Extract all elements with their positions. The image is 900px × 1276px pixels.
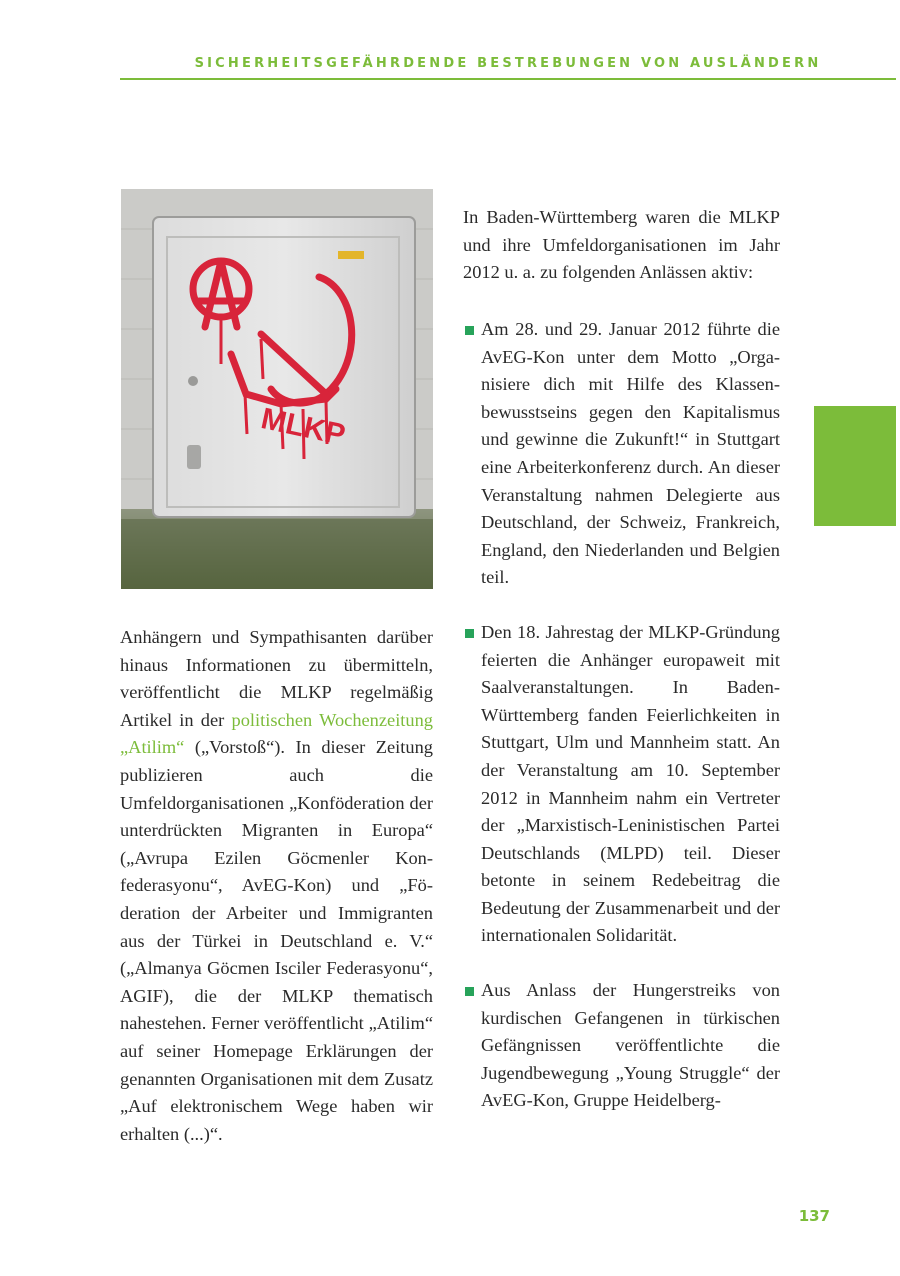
newspaper-highlight: politischen Wochenzeitung „Atilim“ [120,709,433,758]
list-item-text: Den 18. Jahrestag der MLKP-Gründung feierten die Anhänger europaweit mit Saalveranstaltungen. In Baden-Württemberg fanden Feierlichkeiten in Stuttgart, Ulm und Mannheim statt. An der Veranstaltung am 10. September 2012 in Mannheim nahm ein Vertreter der „Marxistisch-Leninistischen Partei Deutschlands (MLPD) teil. Dieser betonte in seinem Redebeitrag die Bedeutung der Zusammenarbeit und der internationalen Solidarität. [481,621,780,946]
event-list [463,316,780,1142]
chapter-tab [814,406,896,526]
left-column-text [120,624,433,1148]
bullet-square-icon [465,326,474,335]
left-text-after: („Vorstoß“). In dieser Zeitung publizieren auch die Umfeldorganisationen „Konföderation der unterdrückten Migranten in Europa“ („Avrupa Ezilen Göcmenler Konfederasyonu“, AvEG-Kon) und „Föderation der Arbeiter und Immigranten aus der Türkei in Deutschland e. V.“ („Almanya Göcmen Isciler Federasyonu“, AGIF), die der MLKP thematisch nahestehen. Ferner veröffentlicht „Atilim“ auf seiner Homepage Erklärungen der genannten Organisationen mit dem Zusatz „Auf elektronischem Wege haben wir erhalten (...)“. [120,737,433,1144]
graffiti-text: MLKP [258,402,349,453]
bullet-square-icon [465,629,474,638]
list-item [463,619,780,950]
running-header: SICHERHEITSGEFÄHRDENDE BESTREBUNGEN VON AUSLÄNDERN [194,56,822,71]
list-item-text: Am 28. und 29. Januar 2012 führte die AvEG-Kon unter dem Motto „Organisiere dich mit Hilfe des Klassenbewusstseins gegen den Kapitalismus und gewinne die Zukunft!“ in Stuttgart eine Arbeiterkonferenz durch. An dieser Veranstaltung nahmen Delegierte aus Deutschland, der Schweiz, Frankreich, England, den Niederlanden und Belgien teil. [481,319,780,588]
list-item [463,977,780,1115]
right-intro-paragraph: In Baden-Württemberg waren die MLKP und ihre Umfeldorganisationen im Jahr 2012 u. a. zu folgenden Anlässen aktiv: [463,207,780,283]
list-item [463,316,780,592]
left-text-before: Anhängern und Sympathisanten darüber hinaus Informationen zu übermitteln, veröffentlicht die MLKP regelmäßig Artikel in der [120,627,433,730]
graffiti-photo [121,189,433,589]
bullet-square-icon [465,987,474,996]
header-rule [120,78,896,80]
page-number: 137 [798,1207,830,1225]
list-item-text: Aus Anlass der Hungerstreiks von kurdischen Gefangenen in türkischen Gefängnissen veröffentlichte die Jugendbewegung „Young Struggle“ der AvEG-Kon, Gruppe Heidelberg- [481,980,780,1111]
